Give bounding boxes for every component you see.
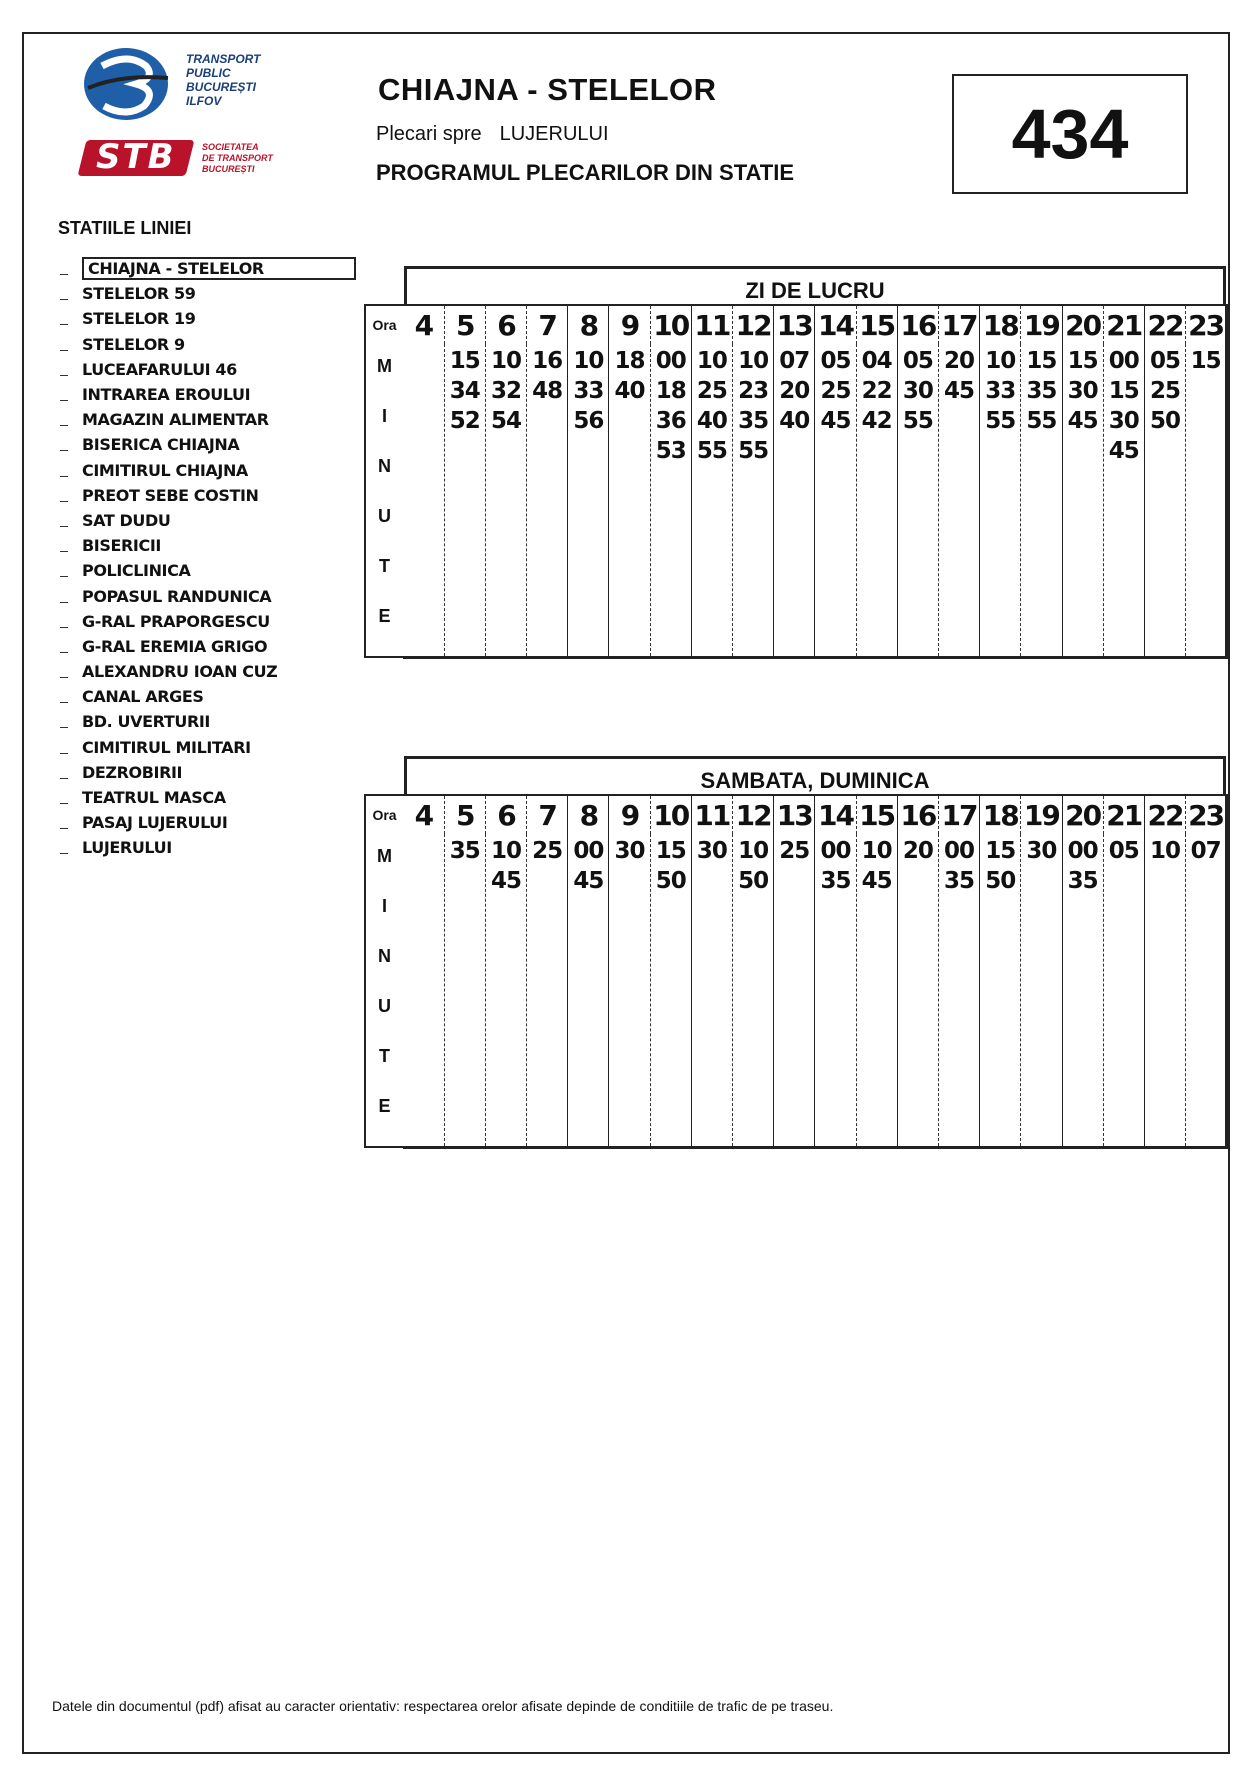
hour-header: 22 <box>1144 305 1185 344</box>
departure-minute: 07 <box>779 348 810 374</box>
departure-minute: 25 <box>1149 378 1180 404</box>
departure-minute: 05 <box>1108 838 1139 864</box>
minute-column <box>485 344 526 657</box>
minute-column <box>527 834 568 1147</box>
minute-column <box>403 344 444 657</box>
departure-minute: 20 <box>902 838 933 864</box>
departure-minute: 53 <box>655 438 686 464</box>
stb-sub-line: BUCUREȘTI <box>202 164 255 174</box>
departure-minute: 30 <box>614 838 645 864</box>
station-bullet <box>60 853 68 854</box>
station-name: SAT DUDU <box>82 510 171 530</box>
station-bullet <box>60 501 68 502</box>
minute-column <box>1021 834 1062 1147</box>
station-bullet <box>60 324 68 325</box>
departure-minute: 45 <box>1067 408 1098 434</box>
station-name: BD. UVERTURII <box>82 712 210 732</box>
station-item <box>60 458 356 483</box>
minute-column <box>1186 834 1227 1147</box>
station-name: DEZROBIRII <box>82 762 183 782</box>
station-name: CIMITIRUL CHIAJNA <box>82 460 248 480</box>
minute-column <box>650 344 691 657</box>
hour-header: 10 <box>650 305 691 344</box>
minute-column <box>1062 344 1103 657</box>
hour-header: 7 <box>527 305 568 344</box>
departure-minute: 48 <box>532 378 563 404</box>
station-bullet <box>60 450 68 451</box>
departure-minute: 33 <box>573 378 604 404</box>
departure-minute: 00 <box>573 838 604 864</box>
disclaimer: Datele din documentul (pdf) afisat au caracter orientativ: respectarea orelor afisate depinde de conditiile de trafic de pe traseu. <box>52 1698 834 1714</box>
departure-minute: 30 <box>696 838 727 864</box>
departure-minute: 35 <box>1026 378 1057 404</box>
departure-minute: 45 <box>944 378 975 404</box>
station-item <box>60 609 356 634</box>
minute-column <box>568 344 609 657</box>
hour-header: 18 <box>980 305 1021 344</box>
station-bullet <box>60 476 68 477</box>
departure-minute: 15 <box>985 838 1016 864</box>
station-item <box>60 483 356 508</box>
station-item <box>60 659 356 684</box>
station-bullet <box>60 425 68 426</box>
hour-header: 12 <box>733 795 774 834</box>
hour-header: 15 <box>856 305 897 344</box>
minute-column <box>650 834 691 1147</box>
hour-header: 9 <box>609 795 650 834</box>
minute-column <box>527 344 568 657</box>
departure-minute: 18 <box>655 378 686 404</box>
departure-minute: 10 <box>861 838 892 864</box>
departure-minute: 50 <box>655 868 686 894</box>
departure-minute: 10 <box>985 348 1016 374</box>
hour-header: 14 <box>815 305 856 344</box>
departure-minute: 07 <box>1190 838 1221 864</box>
schedule-table <box>364 794 1228 1149</box>
hour-header: 23 <box>1186 795 1227 834</box>
hour-header: 11 <box>691 795 732 834</box>
station-name: INTRAREA EROULUI <box>82 385 251 405</box>
station-name: BISERICA CHIAJNA <box>82 435 240 455</box>
hour-header: 21 <box>1103 795 1144 834</box>
departure-minute: 45 <box>490 868 521 894</box>
departure-minute: 33 <box>985 378 1016 404</box>
departure-minute: 10 <box>696 348 727 374</box>
minute-column <box>733 834 774 1147</box>
departure-minute: 30 <box>1067 378 1098 404</box>
departure-minute: 10 <box>573 348 604 374</box>
station-bullet <box>60 274 68 275</box>
schedule-table <box>364 304 1228 659</box>
hour-header: 23 <box>1186 305 1227 344</box>
hour-header: 16 <box>897 795 938 834</box>
station-name: CHIAJNA - STELELOR <box>82 257 356 280</box>
departure-minute: 35 <box>820 868 851 894</box>
minute-letter: N <box>378 946 391 966</box>
departure-minute: 45 <box>820 408 851 434</box>
minute-label <box>365 834 403 1147</box>
minute-letter: M <box>377 356 392 376</box>
station-name: BISERICII <box>82 536 161 556</box>
hour-header: 22 <box>1144 795 1185 834</box>
departure-minute: 32 <box>490 378 521 404</box>
station-item <box>60 684 356 709</box>
station-bullet <box>60 375 68 376</box>
station-bullet <box>60 350 68 351</box>
minute-column <box>774 344 815 657</box>
station-bullet <box>60 677 68 678</box>
minute-letter: I <box>381 896 387 916</box>
station-item <box>60 357 356 382</box>
minute-column <box>1021 344 1062 657</box>
departure-minute: 25 <box>532 838 563 864</box>
departure-minute: 30 <box>1026 838 1057 864</box>
departure-minute: 55 <box>985 408 1016 434</box>
departure-minute: 42 <box>861 408 892 434</box>
minute-column <box>1144 344 1185 657</box>
departure-minute: 34 <box>449 378 480 404</box>
minute-letter: U <box>378 996 391 1016</box>
departure-minute: 15 <box>1190 348 1221 374</box>
minute-column <box>815 344 856 657</box>
stations-title: STATIILE LINIEI <box>58 218 192 238</box>
station-item <box>60 407 356 432</box>
minute-column <box>691 834 732 1147</box>
minute-column <box>1186 344 1227 657</box>
minute-column <box>856 834 897 1147</box>
minute-column <box>774 834 815 1147</box>
station-name: STELELOR 9 <box>82 334 185 354</box>
minute-letter: I <box>381 406 387 426</box>
minute-letter: T <box>379 556 390 576</box>
minute-column <box>897 344 938 657</box>
departure-minute: 45 <box>861 868 892 894</box>
station-bullet <box>60 627 68 628</box>
hour-header: 9 <box>609 305 650 344</box>
hour-header: 19 <box>1021 305 1062 344</box>
station-item <box>60 709 356 734</box>
station-name: LUJERULUI <box>82 838 172 858</box>
station-bullet <box>60 551 68 552</box>
tpbi-emblem-icon <box>82 44 172 124</box>
minute-column <box>1103 344 1144 657</box>
line-number: 434 <box>952 74 1188 194</box>
departure-minute: 10 <box>490 838 521 864</box>
station-item <box>60 558 356 583</box>
program-heading: PROGRAMUL PLECARILOR DIN STATIE <box>376 160 794 185</box>
station-bullet <box>60 400 68 401</box>
departure-minute: 18 <box>614 348 645 374</box>
minute-column <box>1062 834 1103 1147</box>
minute-label <box>365 344 403 657</box>
tpbi-text-line: ILFOV <box>186 94 222 108</box>
station-name: LUCEAFARULUI 46 <box>82 359 237 379</box>
departure-minute: 15 <box>1108 378 1139 404</box>
departure-minute: 23 <box>738 378 769 404</box>
station-bullet <box>60 602 68 603</box>
hour-header: 20 <box>1062 795 1103 834</box>
minute-column <box>691 344 732 657</box>
station-item <box>60 634 356 659</box>
destination: LUJERULUI <box>499 123 609 145</box>
station-bullet <box>60 652 68 653</box>
tpbi-text-line: PUBLIC <box>186 66 231 80</box>
stb-sub-line: SOCIETATEA <box>202 142 259 152</box>
station-item <box>60 256 356 281</box>
departure-minute: 15 <box>655 838 686 864</box>
departure-minute: 55 <box>738 438 769 464</box>
minute-column <box>403 834 444 1147</box>
departure-minute: 00 <box>655 348 686 374</box>
stb-sub-line: DE TRANSPORT <box>202 153 273 163</box>
station-item <box>60 760 356 785</box>
departure-minute: 15 <box>1026 348 1057 374</box>
station-item <box>60 810 356 835</box>
minute-column <box>897 834 938 1147</box>
station-name: PASAJ LUJERULUI <box>82 813 228 833</box>
minute-column <box>938 344 979 657</box>
departure-minute: 04 <box>861 348 892 374</box>
departure-minute: 00 <box>1108 348 1139 374</box>
ora-label: Ora <box>365 795 403 834</box>
departure-minute: 40 <box>614 378 645 404</box>
departure-minute: 05 <box>820 348 851 374</box>
minute-column <box>485 834 526 1147</box>
departure-minute: 35 <box>944 868 975 894</box>
hour-header: 7 <box>527 795 568 834</box>
station-name: PREOT SEBE COSTIN <box>82 485 259 505</box>
route-title: CHIAJNA - STELELOR <box>378 72 717 107</box>
station-item <box>60 735 356 760</box>
departure-minute: 52 <box>449 408 480 434</box>
minute-column <box>1144 834 1185 1147</box>
departure-minute: 35 <box>738 408 769 434</box>
station-bullet <box>60 702 68 703</box>
minute-column <box>444 344 485 657</box>
station-item <box>60 785 356 810</box>
tpbi-logo <box>82 44 292 124</box>
departure-minute: 00 <box>1067 838 1098 864</box>
minute-letter: U <box>378 506 391 526</box>
station-item <box>60 432 356 457</box>
minute-column <box>733 344 774 657</box>
departure-minute: 36 <box>655 408 686 434</box>
station-bullet <box>60 727 68 728</box>
departure-minute: 55 <box>696 438 727 464</box>
stb-logo <box>82 137 302 180</box>
hour-header: 8 <box>568 305 609 344</box>
departure-minute: 05 <box>902 348 933 374</box>
minute-letter: M <box>377 846 392 866</box>
minute-column <box>568 834 609 1147</box>
departure-minute: 45 <box>1108 438 1139 464</box>
station-item <box>60 306 356 331</box>
station-name: G-RAL EREMIA GRIGO <box>82 636 268 656</box>
hour-header: 13 <box>774 795 815 834</box>
station-name: CANAL ARGES <box>82 687 204 707</box>
station-bullet <box>60 526 68 527</box>
departure-minute: 16 <box>532 348 563 374</box>
departure-minute: 05 <box>1149 348 1180 374</box>
station-bullet <box>60 299 68 300</box>
hour-header: 17 <box>938 795 979 834</box>
departure-minute: 56 <box>573 408 604 434</box>
departure-minute: 50 <box>738 868 769 894</box>
departure-minute: 45 <box>573 868 604 894</box>
station-bullet <box>60 576 68 577</box>
hour-header: 4 <box>403 305 444 344</box>
departure-minute: 20 <box>944 348 975 374</box>
minute-column <box>938 834 979 1147</box>
station-name: STELELOR 59 <box>82 284 196 304</box>
hour-header: 20 <box>1062 305 1103 344</box>
station-name: TEATRUL MASCA <box>82 788 226 808</box>
hour-header: 5 <box>444 305 485 344</box>
station-name: G-RAL PRAPORGESCU <box>82 611 270 631</box>
ora-label: Ora <box>365 305 403 344</box>
departure-minute: 10 <box>738 838 769 864</box>
hour-header: 19 <box>1021 795 1062 834</box>
station-item <box>60 533 356 558</box>
station-bullet <box>60 753 68 754</box>
minute-column <box>856 344 897 657</box>
station-name: POPASUL RANDUNICA <box>82 586 272 606</box>
departure-minute: 50 <box>1149 408 1180 434</box>
hour-header: 6 <box>485 795 526 834</box>
minute-letter: N <box>378 456 391 476</box>
tpbi-text-line: TRANSPORT <box>186 52 261 66</box>
hour-header: 5 <box>444 795 485 834</box>
station-item <box>60 583 356 608</box>
hour-header: 6 <box>485 305 526 344</box>
departure-minute: 10 <box>490 348 521 374</box>
departure-minute: 30 <box>1108 408 1139 434</box>
departure-minute: 25 <box>696 378 727 404</box>
hour-header: 4 <box>403 795 444 834</box>
departure-minute: 35 <box>449 838 480 864</box>
stb-logo-text: STB <box>96 137 176 177</box>
minute-column <box>609 344 650 657</box>
station-name: POLICLINICA <box>82 561 191 581</box>
minute-column <box>609 834 650 1147</box>
minute-column <box>980 344 1021 657</box>
hour-header: 12 <box>733 305 774 344</box>
departure-minute: 25 <box>820 378 851 404</box>
departure-minute: 20 <box>779 378 810 404</box>
station-name: ALEXANDRU IOAN CUZ <box>82 662 278 682</box>
departure-minute: 00 <box>944 838 975 864</box>
departure-minute: 00 <box>820 838 851 864</box>
minute-letter: E <box>378 606 391 626</box>
departures-label: Plecari spre <box>376 123 482 145</box>
hour-header: 15 <box>856 795 897 834</box>
weekday-label: ZI DE LUCRU <box>404 266 1226 304</box>
station-item <box>60 835 356 860</box>
hour-header: 13 <box>774 305 815 344</box>
hour-header: 8 <box>568 795 609 834</box>
hour-header: 18 <box>980 795 1021 834</box>
departure-minute: 54 <box>490 408 521 434</box>
departure-minute: 50 <box>985 868 1016 894</box>
departure-minute: 22 <box>861 378 892 404</box>
departure-minute: 35 <box>1067 868 1098 894</box>
minute-column <box>444 834 485 1147</box>
departure-minute: 15 <box>1067 348 1098 374</box>
station-item <box>60 281 356 306</box>
departure-minute: 55 <box>1026 408 1057 434</box>
hour-header: 11 <box>691 305 732 344</box>
station-name: MAGAZIN ALIMENTAR <box>82 410 269 430</box>
departure-minute: 30 <box>902 378 933 404</box>
departure-minute: 10 <box>1149 838 1180 864</box>
departure-minute: 15 <box>449 348 480 374</box>
station-bullet <box>60 778 68 779</box>
departure-minute: 40 <box>696 408 727 434</box>
station-item <box>60 332 356 357</box>
station-item <box>60 508 356 533</box>
station-bullet <box>60 803 68 804</box>
station-name: STELELOR 19 <box>82 309 196 329</box>
minute-letter: T <box>379 1046 390 1066</box>
minute-column <box>1103 834 1144 1147</box>
departure-minute: 25 <box>779 838 810 864</box>
hour-header: 17 <box>938 305 979 344</box>
departure-minute: 40 <box>779 408 810 434</box>
departure-minute: 10 <box>738 348 769 374</box>
departure-minute: 55 <box>902 408 933 434</box>
minute-letter: E <box>378 1096 391 1116</box>
station-name: CIMITIRUL MILITARI <box>82 737 251 757</box>
hour-header: 16 <box>897 305 938 344</box>
station-list <box>60 256 356 861</box>
minute-column <box>815 834 856 1147</box>
tpbi-text-line: BUCUREȘTI <box>186 80 257 94</box>
minute-column <box>980 834 1021 1147</box>
departures-to <box>376 123 609 146</box>
hour-header: 10 <box>650 795 691 834</box>
station-bullet <box>60 828 68 829</box>
hour-header: 14 <box>815 795 856 834</box>
hour-header: 21 <box>1103 305 1144 344</box>
station-item <box>60 382 356 407</box>
weekend-label: SAMBATA, DUMINICA <box>404 756 1226 794</box>
